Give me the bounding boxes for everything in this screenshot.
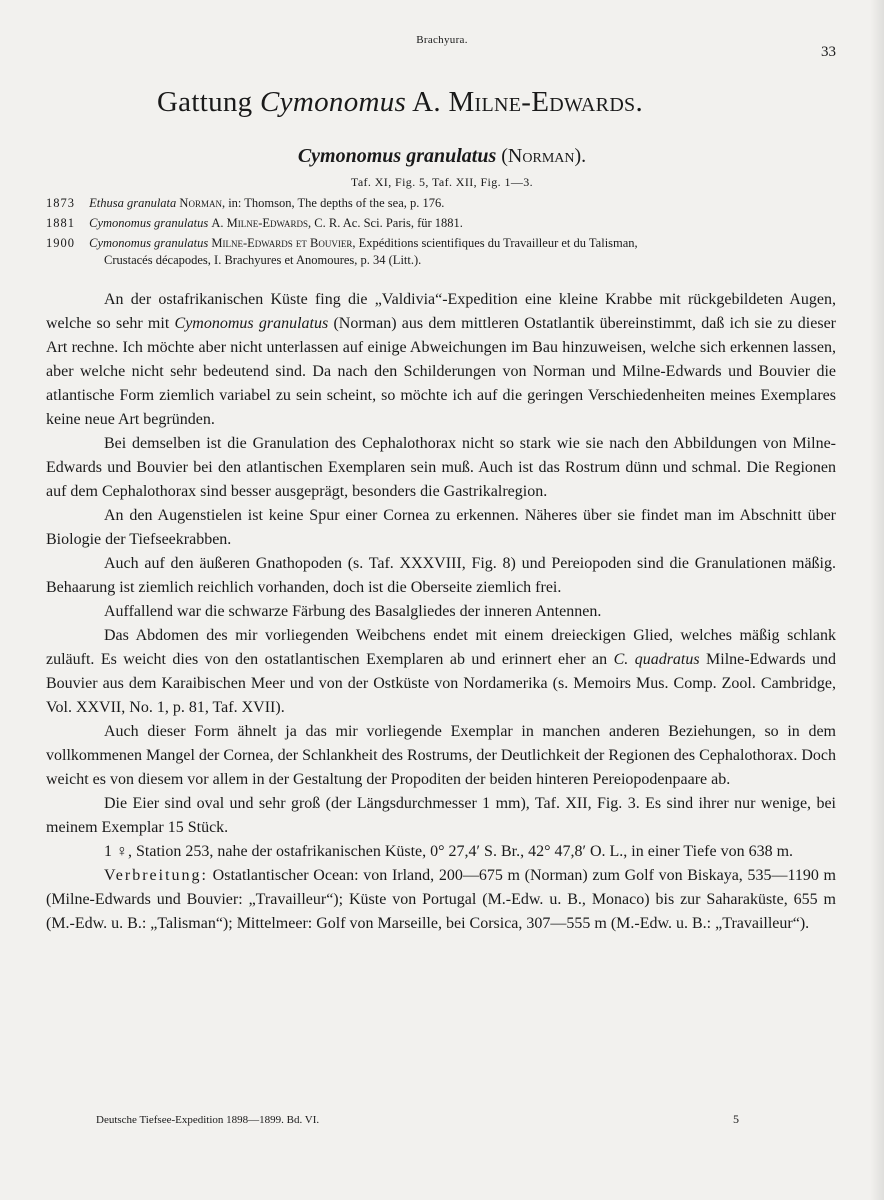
paragraph: Auch auf den äußeren Gnathopoden (s. Taf. XXXVIII, Fig. 8) und Pereiopoden sind die Granulationen mäßig. Behaarung ist ziemlich reichlich vorhanden, doch ist die Oberseite ziemlich frei. <box>46 555 836 596</box>
page-number: 33 <box>821 44 836 60</box>
paragraph: Bei demselben ist die Granulation des Cephalothorax nicht so stark wie sie nach den Abbildungen von Milne-Edwards und Bouvier bei den atlantischen Exemplaren sein muß. Auch ist das Rostrum dünn und schmal. Die Regionen auf dem Cephalothorax sind besser ausgeprägt, besonders die Gastrikalregion. <box>46 435 836 500</box>
synonymy-year: 1900 <box>46 236 75 250</box>
paragraph: 1 ♀, Station 253, nahe der ostafrikanischen Küste, 0° 27,4′ S. Br., 42° 47,8′ O. L., in einer Tiefe von 638 m. <box>104 843 794 860</box>
paragraph <box>46 288 836 432</box>
synonymy-taxon: Cymonomus granulatus <box>89 236 209 250</box>
taxon-name: Cymonomus granulatus <box>174 315 329 332</box>
synonymy-author: A. Milne-Edwards <box>211 216 309 230</box>
paragraph-text: An der ostafrikanischen Küste fing die „Valdivia“-Expedition eine kleine Krabbe mit rückgebildeten Augen, welche so sehr mit <box>46 291 836 332</box>
signature-mark: 5 <box>733 1112 739 1126</box>
genus-heading <box>0 86 800 119</box>
synonymy-year: 1881 <box>46 216 75 230</box>
synonymy-entry <box>46 235 846 269</box>
genus-name: Cymonomus <box>260 86 407 118</box>
synonymy-author: Norman <box>179 196 222 210</box>
species-heading <box>0 145 884 168</box>
genus-author: Milne-Edwards. <box>448 86 644 118</box>
running-head: Brachyura. <box>416 34 468 46</box>
species-author: (Norman). <box>501 145 587 167</box>
synonymy-taxon: Cymonomus granulatus <box>89 216 209 230</box>
synonymy-entry <box>46 215 846 232</box>
synonymy-reference: , C. R. Ac. Sci. Paris, für 1881. <box>308 216 463 230</box>
paragraph: Auch dieser Form ähnelt ja das mir vorliegende Exemplar in manchen anderen Beziehungen, so in dem vollkommenen Mangel der Cornea, der Schlankheit des Rostrums, der Deutlichkeit der Regionen des Cephalothorax. Doch weicht es von diesem vor allem in der Gestaltung der Propoditen der beiden hinteren Pereiopodenpaare ab. <box>46 723 836 788</box>
synonymy-entry <box>46 195 846 212</box>
paragraph <box>46 624 836 720</box>
synonymy-taxon: Ethusa granulata <box>89 196 177 210</box>
paragraph-text: Ostatlantischer Ocean: von Irland, 200—675 m (Norman) zum Golf von Biskaya, 535—1190 m (Milne-Edwards und Bouvier: „Travailleur“); Küste von Portugal (M.-Edw. u. B., Monaco) bis zur Saharaküste, 655 m (M.-Edw. u. B.: „Talisman“); Mittelmeer: Golf von Marseille, bei Corsica, 307—555 m (M.-Edw. u. B.: „Travailleur“). <box>46 867 836 932</box>
footer-imprint: Deutsche Tiefsee-Expedition 1898—1899. Bd. VI. <box>96 1114 320 1126</box>
paragraph: Auffallend war die schwarze Färbung des Basalgliedes der inneren Antennen. <box>104 603 602 620</box>
paragraph: An den Augenstielen ist keine Spur einer Cornea zu erkennen. Näheres über sie findet man im Abschnitt über Biologie der Tiefseekrabben. <box>46 507 836 548</box>
paragraph-text: (Norman) aus dem mittleren Ostatlantik übereinstimmt, daß ich sie zu dieser Art rechne. Ich möchte aber nicht unterlassen auf einige Abweichungen im Bau hinzuweisen, welche sich erkennen lassen, aber welche nicht sehr bedeutend sind. Da nach den Schilderungen von Norman und Milne-Edwards und Bouvier die atlantische Form ziemlich variabel zu sein scheint, so möchte ich auf die geringen Verschiedenheiten meines Exemplares keine neue Art begründen. <box>46 315 837 428</box>
species-name: Cymonomus granulatus <box>297 145 497 167</box>
synonymy-reference: , in: Thomson, The depths of the sea, p. 176. <box>221 196 445 210</box>
paragraph: Die Eier sind oval und sehr groß (der Längsdurchmesser 1 mm), Taf. XII, Fig. 3. Es sind ihrer nur wenige, bei meinem Exemplar 15 Stück. <box>46 795 836 836</box>
genus-author-initial: A. <box>412 86 441 118</box>
genus-prefix: Gattung <box>156 86 253 118</box>
paragraph <box>46 864 836 936</box>
synonymy-author: Milne-Edwards et Bouvier <box>211 236 353 250</box>
synonymy-year: 1873 <box>46 196 75 210</box>
body-text <box>46 288 836 936</box>
paragraph-text: Das Abdomen des mir vorliegenden Weibchens endet mit einem dreieckigen Glied, welches mäßig schlank zuläuft. Es weicht dies von den ostatlantischen Exemplaren ab und erinnert eher an <box>46 627 836 668</box>
paragraph-text: Milne-Edwards und Bouvier aus dem Karaibischen Meer und von der Ostküste von Nordamerika (s. Memoirs Mus. Comp. Zool. Cambridge, Vol. XXVII, No. 1, p. 81, Taf. XVII). <box>46 651 837 716</box>
synonymy-reference-continued: Crustacés décapodes, I. Brachyures et Anomoures, p. 34 (Litt.). <box>104 253 422 267</box>
distribution-label: Verbreitung: <box>104 867 208 884</box>
plate-references: Taf. XI, Fig. 5, Taf. XII, Fig. 1—3. <box>350 175 534 189</box>
taxon-name: C. quadratus <box>613 651 700 668</box>
synonymy-reference: , Expéditions scientifiques du Travailleur et du Talisman, <box>352 236 638 250</box>
